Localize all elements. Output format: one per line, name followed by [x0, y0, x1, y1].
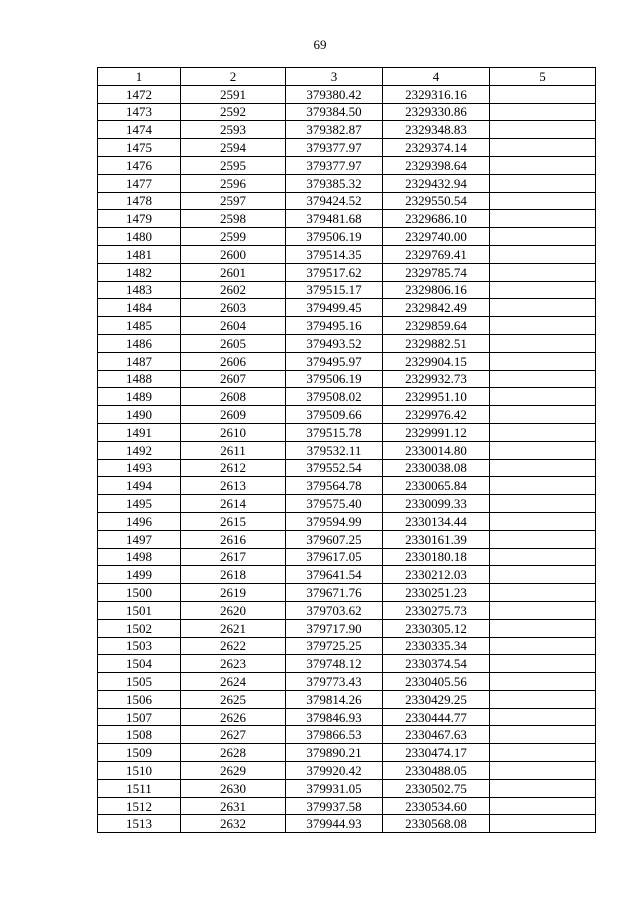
table-cell-col-4: 2330534.60: [383, 797, 490, 815]
table-cell-col-1: 1487: [98, 352, 181, 370]
table-cell-col-5: [490, 423, 596, 441]
table-cell-col-1: 1475: [98, 139, 181, 157]
table-cell-col-2: 2610: [181, 423, 286, 441]
table-cell-col-1: 1512: [98, 797, 181, 815]
table-row: [98, 690, 596, 708]
table-cell-col-5: [490, 85, 596, 103]
table-cell-col-2: 2614: [181, 495, 286, 513]
table-cell-col-3: 379382.87: [286, 121, 383, 139]
table-cell-col-2: 2620: [181, 601, 286, 619]
table-cell-col-1: 1513: [98, 815, 181, 833]
table-cell-col-4: 2330335.34: [383, 637, 490, 655]
table-cell-col-3: 379508.02: [286, 388, 383, 406]
coordinates-table: [97, 67, 596, 833]
table-cell-col-3: 379846.93: [286, 708, 383, 726]
table-cell-col-2: 2623: [181, 655, 286, 673]
table-cell-col-3: 379384.50: [286, 103, 383, 121]
table-cell-col-2: 2628: [181, 744, 286, 762]
table-cell-col-3: 379424.52: [286, 192, 383, 210]
table-cell-col-5: [490, 566, 596, 584]
table-cell-col-4: 2330014.80: [383, 441, 490, 459]
table-row: [98, 156, 596, 174]
table-row: [98, 726, 596, 744]
table-cell-col-4: 2329686.10: [383, 210, 490, 228]
table-cell-col-4: 2329951.10: [383, 388, 490, 406]
table-cell-col-2: 2598: [181, 210, 286, 228]
table-cell-col-3: 379380.42: [286, 85, 383, 103]
table-cell-col-1: 1486: [98, 334, 181, 352]
table-row: [98, 210, 596, 228]
table-cell-col-1: 1477: [98, 174, 181, 192]
table-row: [98, 584, 596, 602]
table-cell-col-1: 1502: [98, 619, 181, 637]
table-cell-col-3: 379931.05: [286, 779, 383, 797]
table-cell-col-3: 379607.25: [286, 530, 383, 548]
table-cell-col-2: 2607: [181, 370, 286, 388]
table-cell-col-2: 2599: [181, 228, 286, 246]
table-cell-col-5: [490, 299, 596, 317]
table-cell-col-4: 2330405.56: [383, 673, 490, 691]
table-cell-col-5: [490, 139, 596, 157]
table-row: [98, 388, 596, 406]
table-cell-col-5: [490, 512, 596, 530]
table-cell-col-5: [490, 744, 596, 762]
table-cell-col-3: 379493.52: [286, 334, 383, 352]
table-row: [98, 370, 596, 388]
table-cell-col-2: 2630: [181, 779, 286, 797]
column-header-4: 4: [383, 68, 490, 86]
table-cell-col-5: [490, 726, 596, 744]
table-cell-col-5: [490, 655, 596, 673]
table-cell-col-3: 379377.97: [286, 156, 383, 174]
table-cell-col-2: 2591: [181, 85, 286, 103]
table-row: [98, 299, 596, 317]
table-cell-col-2: 2594: [181, 139, 286, 157]
table-cell-col-4: 2330212.03: [383, 566, 490, 584]
table-cell-col-5: [490, 352, 596, 370]
table-cell-col-2: 2617: [181, 548, 286, 566]
table-cell-col-4: 2329550.54: [383, 192, 490, 210]
table-row: [98, 85, 596, 103]
table-cell-col-4: 2330251.23: [383, 584, 490, 602]
table-cell-col-2: 2613: [181, 477, 286, 495]
table-cell-col-4: 2329740.00: [383, 228, 490, 246]
column-header-5: 5: [490, 68, 596, 86]
table-cell-col-1: 1504: [98, 655, 181, 673]
table-cell-col-3: 379499.45: [286, 299, 383, 317]
table-cell-col-3: 379481.68: [286, 210, 383, 228]
table-cell-col-1: 1493: [98, 459, 181, 477]
table-cell-col-4: 2330099.33: [383, 495, 490, 513]
table-cell-col-4: 2330502.75: [383, 779, 490, 797]
table-cell-col-5: [490, 762, 596, 780]
table-cell-col-2: 2597: [181, 192, 286, 210]
table-cell-col-4: 2330488.05: [383, 762, 490, 780]
table-cell-col-4: 2330065.84: [383, 477, 490, 495]
table-cell-col-3: 379552.54: [286, 459, 383, 477]
table-cell-col-5: [490, 192, 596, 210]
table-cell-col-2: 2611: [181, 441, 286, 459]
table-cell-col-5: [490, 281, 596, 299]
table-row: [98, 423, 596, 441]
table-cell-col-1: 1507: [98, 708, 181, 726]
table-body: [98, 85, 596, 832]
table-cell-col-5: [490, 210, 596, 228]
table-cell-col-1: 1474: [98, 121, 181, 139]
table-row: [98, 406, 596, 424]
table-row: [98, 174, 596, 192]
table-cell-col-2: 2612: [181, 459, 286, 477]
table-cell-col-3: 379920.42: [286, 762, 383, 780]
table-cell-col-4: 2330467.63: [383, 726, 490, 744]
table-row: [98, 245, 596, 263]
table-cell-col-4: 2329842.49: [383, 299, 490, 317]
table-cell-col-5: [490, 334, 596, 352]
table-cell-col-1: 1508: [98, 726, 181, 744]
table-cell-col-1: 1480: [98, 228, 181, 246]
table-cell-col-4: 2329330.86: [383, 103, 490, 121]
table-cell-col-2: 2626: [181, 708, 286, 726]
table-row: [98, 263, 596, 281]
table-cell-col-1: 1476: [98, 156, 181, 174]
table-cell-col-4: 2329316.16: [383, 85, 490, 103]
table-cell-col-2: 2593: [181, 121, 286, 139]
table-cell-col-4: 2329882.51: [383, 334, 490, 352]
table-cell-col-5: [490, 263, 596, 281]
table-cell-col-3: 379703.62: [286, 601, 383, 619]
table-cell-col-5: [490, 779, 596, 797]
table-cell-col-2: 2631: [181, 797, 286, 815]
table-cell-col-3: 379517.62: [286, 263, 383, 281]
table-cell-col-5: [490, 121, 596, 139]
table-cell-col-4: 2329374.14: [383, 139, 490, 157]
table-cell-col-5: [490, 441, 596, 459]
table-cell-col-4: 2329976.42: [383, 406, 490, 424]
table-cell-col-4: 2329859.64: [383, 317, 490, 335]
table-cell-col-4: 2330038.08: [383, 459, 490, 477]
table-row: [98, 192, 596, 210]
table-cell-col-1: 1478: [98, 192, 181, 210]
table-cell-col-1: 1510: [98, 762, 181, 780]
table-cell-col-3: 379671.76: [286, 584, 383, 602]
page-number: 69: [313, 37, 327, 52]
table-cell-col-3: 379515.78: [286, 423, 383, 441]
table-cell-col-5: [490, 673, 596, 691]
table-row: [98, 566, 596, 584]
table-row: [98, 441, 596, 459]
table-cell-col-2: 2627: [181, 726, 286, 744]
table-cell-col-3: 379495.16: [286, 317, 383, 335]
table-cell-col-4: 2330134.44: [383, 512, 490, 530]
table-cell-col-2: 2619: [181, 584, 286, 602]
table-cell-col-5: [490, 601, 596, 619]
table-cell-col-2: 2601: [181, 263, 286, 281]
table-cell-col-3: 379564.78: [286, 477, 383, 495]
table-cell-col-4: 2330444.77: [383, 708, 490, 726]
table-cell-col-1: 1473: [98, 103, 181, 121]
table-row: [98, 228, 596, 246]
table-row: [98, 281, 596, 299]
table-cell-col-1: 1503: [98, 637, 181, 655]
table-row: [98, 477, 596, 495]
table-cell-col-3: 379814.26: [286, 690, 383, 708]
table-cell-col-5: [490, 103, 596, 121]
table-cell-col-2: 2603: [181, 299, 286, 317]
table-row: [98, 619, 596, 637]
table-cell-col-3: 379944.93: [286, 815, 383, 833]
table-cell-col-4: 2330180.18: [383, 548, 490, 566]
table-cell-col-1: 1498: [98, 548, 181, 566]
table-cell-col-2: 2608: [181, 388, 286, 406]
table-cell-col-2: 2621: [181, 619, 286, 637]
table-cell-col-3: 379509.66: [286, 406, 383, 424]
table-cell-col-5: [490, 584, 596, 602]
table-cell-col-1: 1511: [98, 779, 181, 797]
table-cell-col-1: 1481: [98, 245, 181, 263]
table-row: [98, 708, 596, 726]
table-cell-col-1: 1509: [98, 744, 181, 762]
table-cell-col-1: 1483: [98, 281, 181, 299]
table-cell-col-5: [490, 477, 596, 495]
table-cell-col-1: 1484: [98, 299, 181, 317]
table-cell-col-2: 2602: [181, 281, 286, 299]
table-cell-col-3: 379717.90: [286, 619, 383, 637]
table-cell-col-1: 1497: [98, 530, 181, 548]
table-cell-col-5: [490, 548, 596, 566]
table-cell-col-5: [490, 245, 596, 263]
table-cell-col-5: [490, 815, 596, 833]
table-cell-col-2: 2596: [181, 174, 286, 192]
table-cell-col-3: 379937.58: [286, 797, 383, 815]
table-cell-col-3: 379725.25: [286, 637, 383, 655]
table-cell-col-1: 1496: [98, 512, 181, 530]
table-cell-col-3: 379748.12: [286, 655, 383, 673]
table-cell-col-5: [490, 530, 596, 548]
table-row: [98, 548, 596, 566]
table-cell-col-3: 379506.19: [286, 370, 383, 388]
table-cell-col-5: [490, 317, 596, 335]
column-header-3: 3: [286, 68, 383, 86]
table-cell-col-4: 2329991.12: [383, 423, 490, 441]
table-cell-col-4: 2330161.39: [383, 530, 490, 548]
table-cell-col-3: 379506.19: [286, 228, 383, 246]
table-cell-col-4: 2330305.12: [383, 619, 490, 637]
table-cell-col-1: 1494: [98, 477, 181, 495]
table-row: [98, 815, 596, 833]
table-cell-col-5: [490, 370, 596, 388]
table-cell-col-2: 2595: [181, 156, 286, 174]
table-row: [98, 317, 596, 335]
table-row: [98, 637, 596, 655]
table-cell-col-1: 1505: [98, 673, 181, 691]
table-cell-col-5: [490, 690, 596, 708]
table-cell-col-4: 2330374.54: [383, 655, 490, 673]
table-cell-col-1: 1499: [98, 566, 181, 584]
table-cell-col-1: 1506: [98, 690, 181, 708]
table-cell-col-3: 379377.97: [286, 139, 383, 157]
table-cell-col-4: 2329806.16: [383, 281, 490, 299]
table-cell-col-3: 379890.21: [286, 744, 383, 762]
table-cell-col-5: [490, 708, 596, 726]
table-cell-col-2: 2624: [181, 673, 286, 691]
table-cell-col-4: 2330275.73: [383, 601, 490, 619]
table-cell-col-2: 2629: [181, 762, 286, 780]
table-row: [98, 797, 596, 815]
table-cell-col-3: 379385.32: [286, 174, 383, 192]
table-cell-col-1: 1495: [98, 495, 181, 513]
table-cell-col-3: 379773.43: [286, 673, 383, 691]
table-cell-col-1: 1500: [98, 584, 181, 602]
table-row: [98, 655, 596, 673]
table-row: [98, 530, 596, 548]
table-cell-col-4: 2329348.83: [383, 121, 490, 139]
table-cell-col-1: 1492: [98, 441, 181, 459]
table-cell-col-1: 1485: [98, 317, 181, 335]
table-cell-col-3: 379514.35: [286, 245, 383, 263]
table-cell-col-5: [490, 388, 596, 406]
table-cell-col-4: 2329785.74: [383, 263, 490, 281]
table-row: [98, 139, 596, 157]
table-cell-col-2: 2632: [181, 815, 286, 833]
table-cell-col-5: [490, 459, 596, 477]
table-row: [98, 673, 596, 691]
table-cell-col-3: 379594.99: [286, 512, 383, 530]
table-cell-col-5: [490, 619, 596, 637]
table-cell-col-5: [490, 174, 596, 192]
table-row: [98, 744, 596, 762]
table-cell-col-4: 2329398.64: [383, 156, 490, 174]
table-row: [98, 601, 596, 619]
table-row: [98, 103, 596, 121]
table-cell-col-4: 2329932.73: [383, 370, 490, 388]
table-cell-col-1: 1489: [98, 388, 181, 406]
table-cell-col-5: [490, 228, 596, 246]
table-cell-col-2: 2616: [181, 530, 286, 548]
table-cell-col-5: [490, 495, 596, 513]
table-cell-col-1: 1490: [98, 406, 181, 424]
table-header-row: [98, 68, 596, 86]
table-cell-col-2: 2592: [181, 103, 286, 121]
table-cell-col-1: 1491: [98, 423, 181, 441]
table-cell-col-3: 379515.17: [286, 281, 383, 299]
table-cell-col-5: [490, 637, 596, 655]
table-cell-col-4: 2330568.08: [383, 815, 490, 833]
table-row: [98, 334, 596, 352]
table-cell-col-1: 1501: [98, 601, 181, 619]
table-row: [98, 352, 596, 370]
table-cell-col-2: 2604: [181, 317, 286, 335]
table-cell-col-4: 2329432.94: [383, 174, 490, 192]
column-header-1: 1: [98, 68, 181, 86]
table-cell-col-2: 2600: [181, 245, 286, 263]
table-cell-col-1: 1488: [98, 370, 181, 388]
table-cell-col-3: 379575.40: [286, 495, 383, 513]
table-cell-col-2: 2618: [181, 566, 286, 584]
table-row: [98, 495, 596, 513]
table-cell-col-1: 1472: [98, 85, 181, 103]
table-cell-col-3: 379617.05: [286, 548, 383, 566]
table-row: [98, 121, 596, 139]
table-cell-col-5: [490, 797, 596, 815]
table-cell-col-4: 2329904.15: [383, 352, 490, 370]
table-cell-col-1: 1479: [98, 210, 181, 228]
table-cell-col-2: 2606: [181, 352, 286, 370]
table-cell-col-4: 2330429.25: [383, 690, 490, 708]
table-row: [98, 762, 596, 780]
table-cell-col-3: 379866.53: [286, 726, 383, 744]
table-cell-col-3: 379641.54: [286, 566, 383, 584]
table-cell-col-2: 2609: [181, 406, 286, 424]
table-cell-col-5: [490, 156, 596, 174]
table-cell-col-2: 2625: [181, 690, 286, 708]
table-cell-col-2: 2622: [181, 637, 286, 655]
table-cell-col-3: 379532.11: [286, 441, 383, 459]
table-cell-col-2: 2605: [181, 334, 286, 352]
table-row: [98, 459, 596, 477]
table-cell-col-5: [490, 406, 596, 424]
table-cell-col-1: 1482: [98, 263, 181, 281]
table-cell-col-2: 2615: [181, 512, 286, 530]
table-row: [98, 512, 596, 530]
table-cell-col-4: 2329769.41: [383, 245, 490, 263]
column-header-2: 2: [181, 68, 286, 86]
table-row: [98, 779, 596, 797]
table-cell-col-4: 2330474.17: [383, 744, 490, 762]
table-cell-col-3: 379495.97: [286, 352, 383, 370]
